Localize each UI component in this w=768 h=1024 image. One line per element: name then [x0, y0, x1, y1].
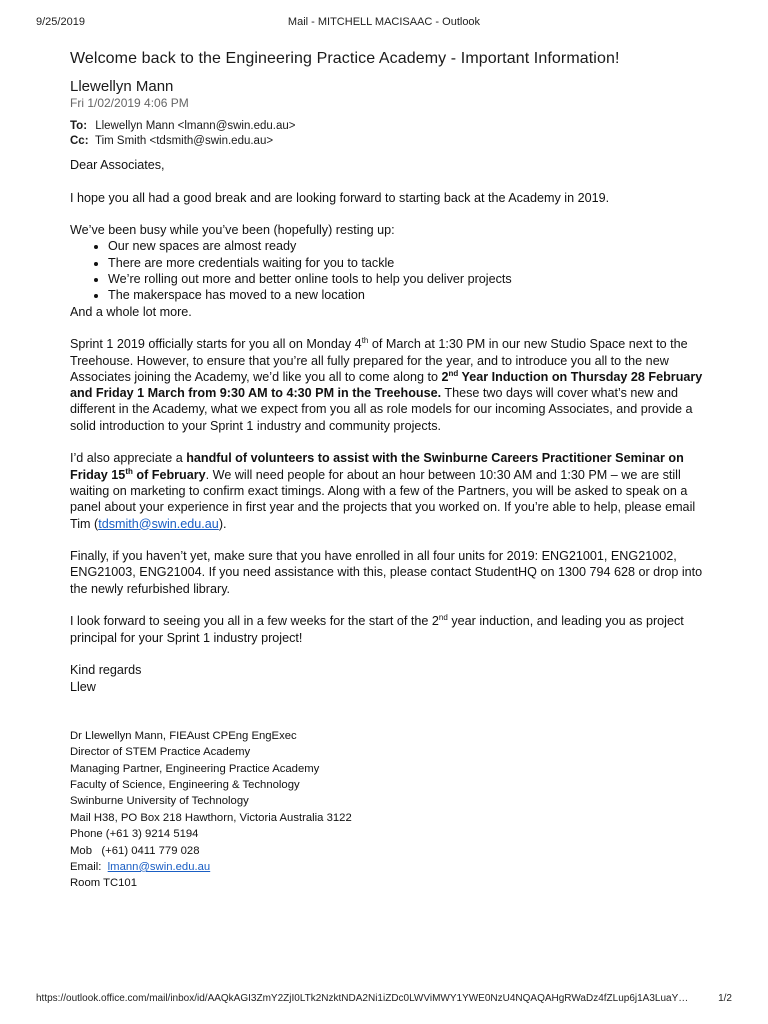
- cc-line: [70, 134, 710, 149]
- volunteers-bold-text: handful of volunteers to assist with the Swinburne Careers Practitioner Seminar on Friday 15: [70, 451, 684, 482]
- cc-recipients: Tim Smith <tdsmith@swin.edu.au>: [95, 135, 274, 147]
- busy-lead: We’ve been busy while you’ve been (hopefully) resting up:: [70, 223, 395, 238]
- induction-text: Year Induction on Thursday 28 February and Friday 1 March from 9:30 AM to 4:30 PM in the Treehouse.: [70, 369, 703, 401]
- signature-email-line: [70, 859, 710, 875]
- to-line: [70, 119, 710, 134]
- to-label: To:: [70, 120, 88, 132]
- print-date: 9/25/2019: [36, 16, 85, 28]
- sprint-text: These two days will cover what’s new and different in the Academy, what we expect from you all as role models for our incoming Associates, and provide a solid introduction to your Sprint 1 industry and community projects.: [70, 386, 693, 433]
- signature-line: Mob (+61) 0411 779 028: [70, 844, 200, 857]
- volunteers-paragraph: [70, 450, 710, 531]
- enrol-paragraph: Finally, if you haven’t yet, make sure that you have enrolled in all four units for 2019: ENG21001, ENG21002, ENG21003, ENG21004. If you need assistance with this, please contact StudentHQ on 1300 794 628 or drop into the newly refurbished library.: [70, 549, 703, 596]
- list-item: • The makerspace has moved to a new location: [108, 287, 710, 303]
- signature-line: Director of STEM Practice Academy: [70, 746, 251, 759]
- page-number: 1/2: [718, 993, 732, 1004]
- email-subject: Welcome back to the Engineering Practice Academy - Important Information!: [70, 50, 620, 67]
- tim-email-link[interactable]: tdsmith@swin.edu.au: [98, 516, 219, 531]
- ordinal-suffix: nd: [448, 368, 459, 378]
- list-item: • There are more credentials waiting for you to tackle: [108, 255, 710, 271]
- sprint-text: Sprint 1 2019 officially starts for you all on Monday 4: [70, 337, 362, 352]
- ordinal-suffix: th: [361, 336, 369, 346]
- induction-text: 2: [441, 369, 449, 384]
- busy-tail: And a whole lot more.: [70, 304, 192, 319]
- list-item: • We’re rolling out more and better online tools to help you deliver projects: [108, 271, 710, 287]
- sender-name: Llewellyn Mann: [70, 78, 174, 95]
- sign-off-name: Llew: [70, 679, 96, 694]
- volunteers-text: I’d also appreciate a: [70, 451, 187, 466]
- sent-datetime: Fri 1/02/2019 4:06 PM: [70, 96, 189, 110]
- cc-label: Cc:: [70, 135, 89, 147]
- email-message: [70, 50, 710, 892]
- sprint-text: of March at 1:30 PM in our new Studio Space next to the Treehouse. However, to ensure that you’re all fully prepared for the year, and to introduce you all to the new Associates joining the Academy, we’d like you all to come along to: [70, 337, 688, 384]
- email-label: Email:: [70, 861, 108, 874]
- update-list: [70, 238, 710, 303]
- sprint-paragraph: [70, 336, 710, 434]
- list-item: • Our new spaces are almost ready: [108, 238, 710, 254]
- print-header: [36, 16, 732, 30]
- signature-line: Swinburne University of Technology: [70, 795, 249, 808]
- kind-regards: Kind regards: [70, 663, 142, 678]
- signature-line: Managing Partner, Engineering Practice Academy: [70, 762, 320, 775]
- signature-email-link[interactable]: lmann@swin.edu.au: [107, 861, 211, 874]
- volunteers-text: . We will need people for about an hour between 10:30 AM and 1:30 PM – we are still waiting on marketing to confirm exact timings. Along with a few of the Partners, you will be asked to speak on a panel about your experience in first year and the projects that you worked on. If you’re able to help, please email Tim (: [70, 467, 696, 531]
- intro-paragraph: I hope you all had a good break and are looking forward to starting back at the Academy in 2019.: [70, 190, 610, 205]
- closing-text: I look forward to seeing you all in a few weeks for the start of the 2: [70, 614, 439, 629]
- email-signature: [70, 728, 710, 892]
- ordinal-suffix: nd: [438, 613, 448, 623]
- to-recipients: Llewellyn Mann <lmann@swin.edu.au>: [95, 120, 296, 132]
- print-url: https://outlook.office.com/mail/inbox/id/AAQkAGI3ZmY2ZjI0LTk2NzktNDA2Ni1iZDc0LWViMWY1YWE0NzU4NQAQAHgRWaDz4fZLup6j1A3LuaY…: [36, 993, 689, 1004]
- ordinal-suffix: th: [125, 466, 133, 476]
- email-body: [70, 157, 710, 695]
- closing-text: year induction, and leading you as project principal for your Sprint 1 industry project!: [70, 614, 684, 645]
- signature-line: Dr Llewellyn Mann, FIEAust CPEng EngExec: [70, 729, 297, 742]
- volunteers-text: ).: [218, 516, 227, 531]
- signature-line: Faculty of Science, Engineering & Technology: [70, 779, 300, 792]
- print-window-title: Mail - MITCHELL MACISAAC - Outlook: [287, 16, 481, 28]
- greeting: Dear Associates,: [70, 158, 165, 172]
- signature-line: Room TC101: [70, 877, 137, 890]
- signature-line: Mail H38, PO Box 218 Hawthorn, Victoria Australia 3122: [70, 811, 352, 824]
- print-footer: [36, 993, 732, 1007]
- volunteers-bold-text: of February: [132, 467, 206, 482]
- signature-line: Phone (+61 3) 9214 5194: [70, 828, 199, 841]
- closing-paragraph: [70, 613, 710, 646]
